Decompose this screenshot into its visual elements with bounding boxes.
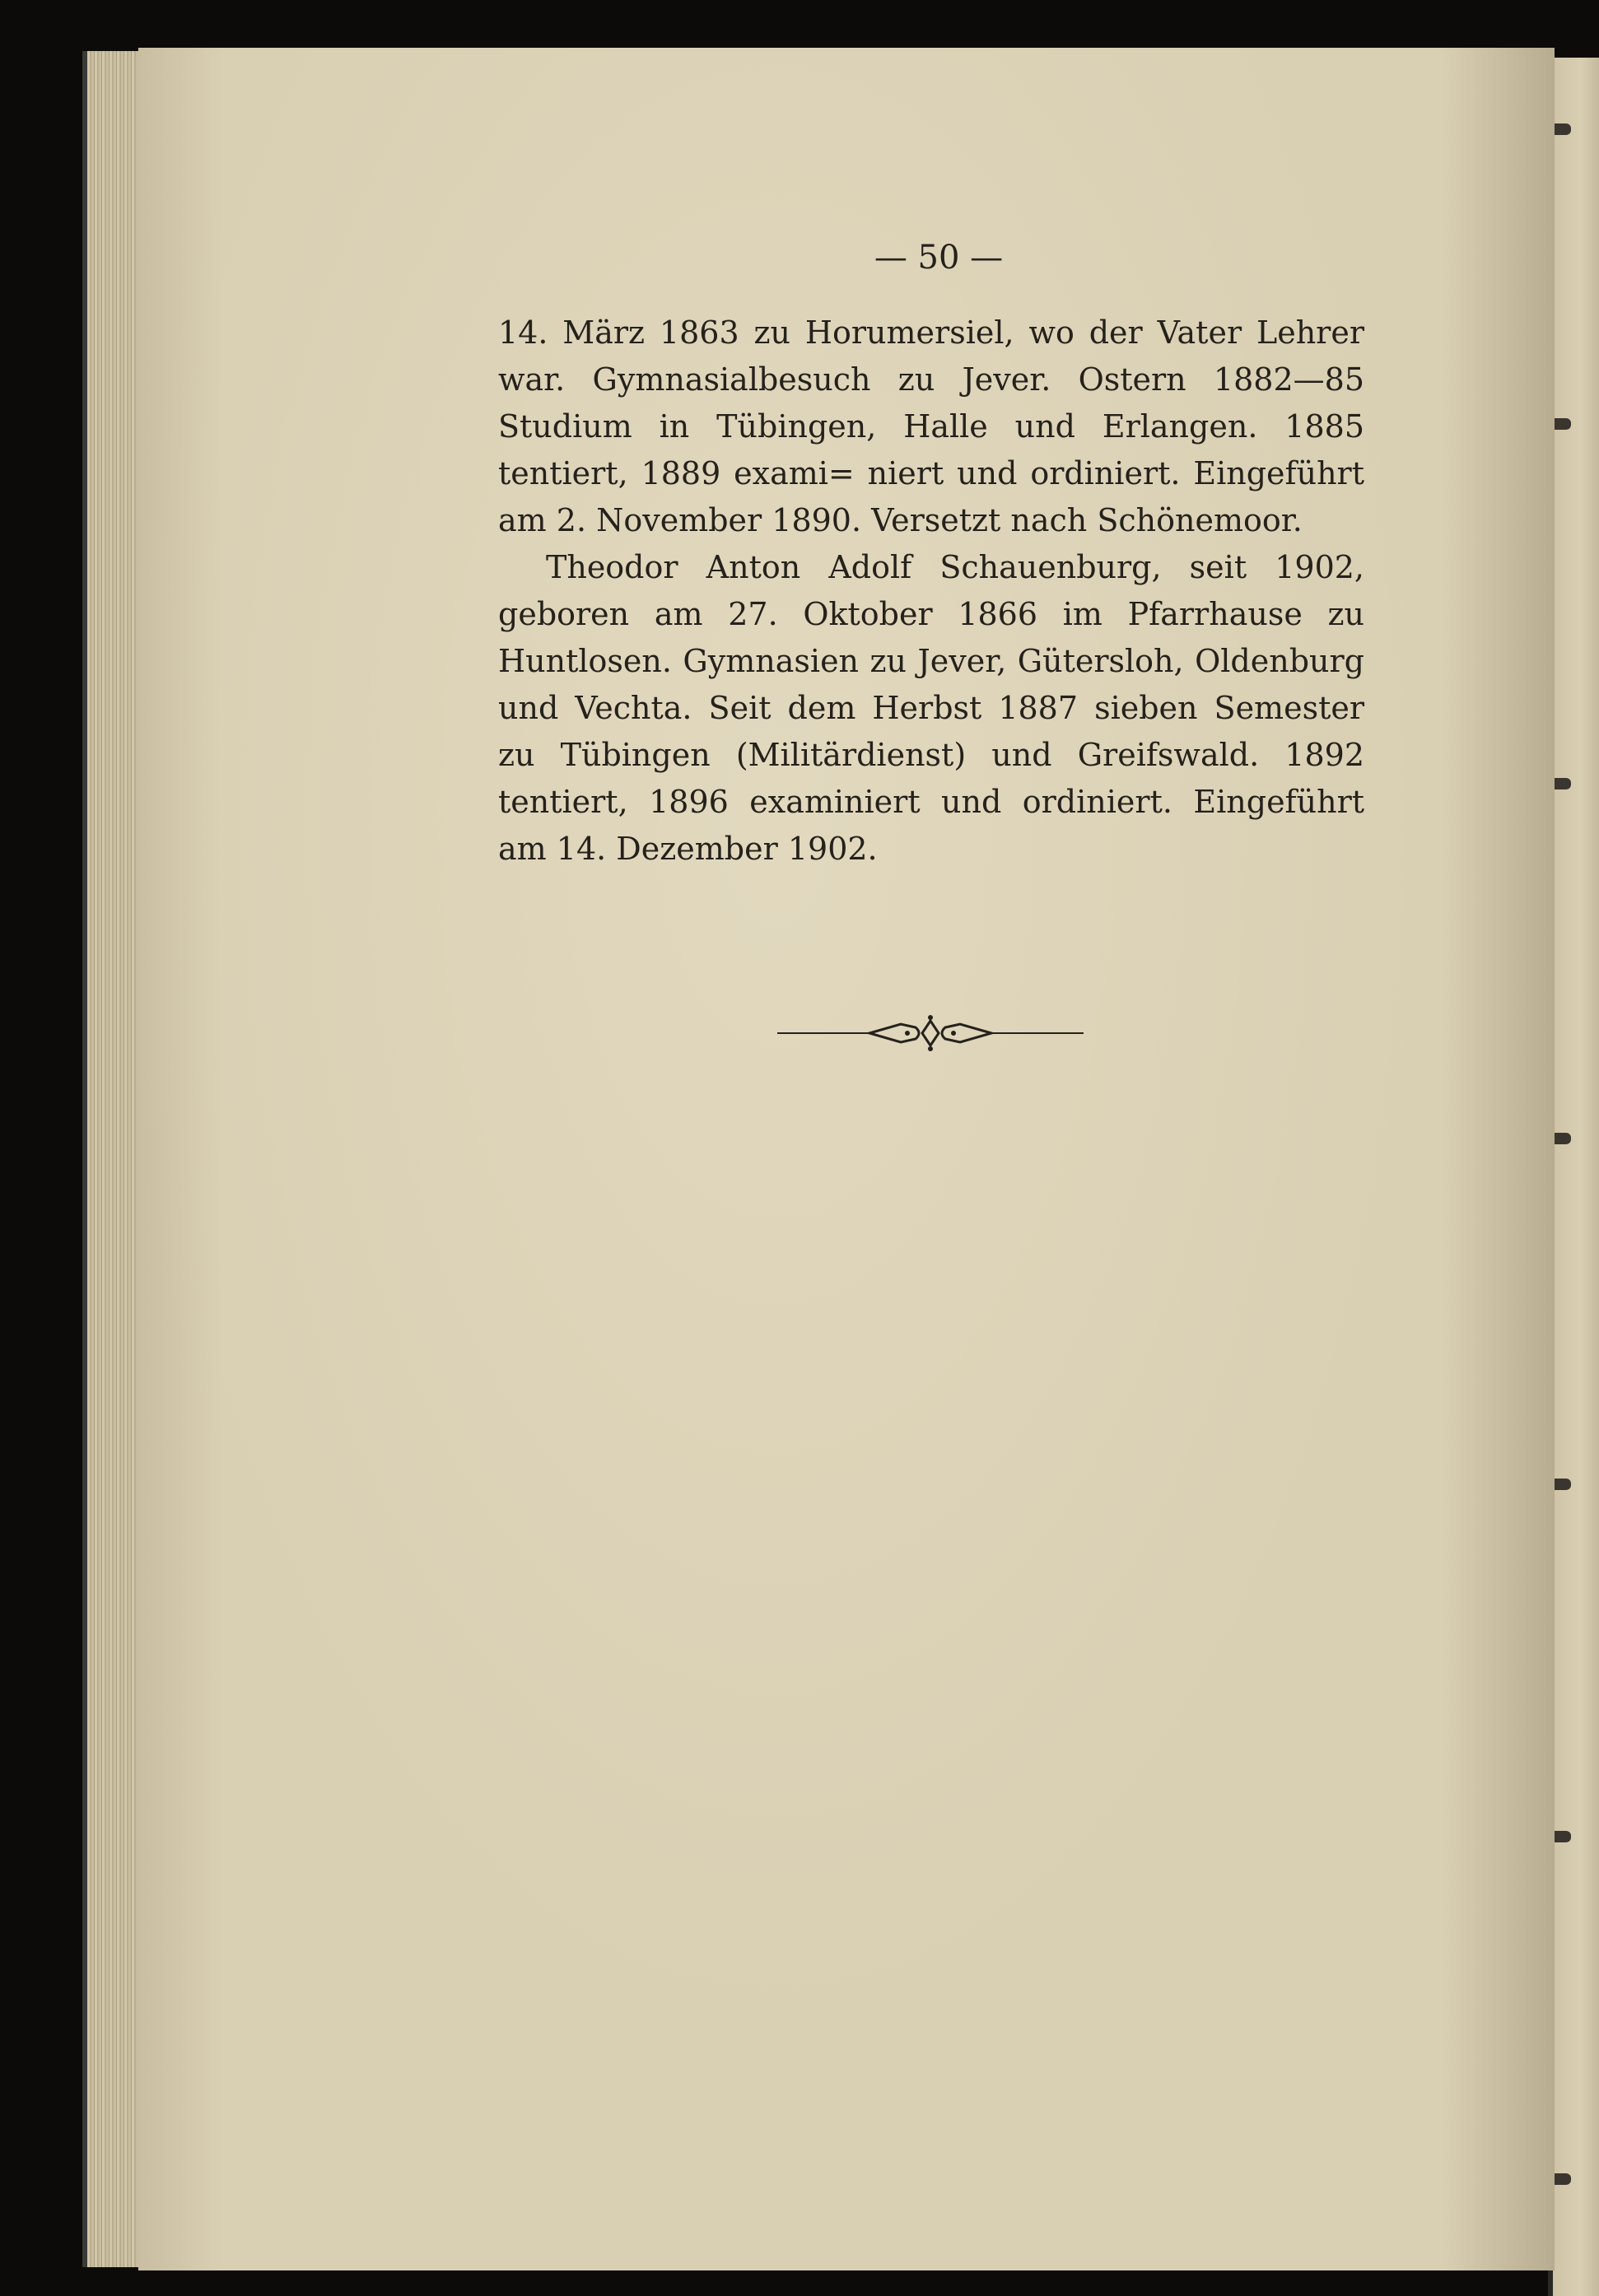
facing-page-edge <box>1548 58 1599 2296</box>
page-block-edges <box>82 51 147 2267</box>
page-number: — 50 — <box>874 239 1004 277</box>
ornament-divider-icon <box>777 1014 1084 1052</box>
page-text <box>498 310 1364 873</box>
paragraph-2: Theodor Anton Adolf Schauenburg, seit 1902, geboren am 27. Oktober 1866 im Pfarrhause zu Huntlosen. Gymnasien zu Jever, Gütersloh, Oldenburg und Vechta. Seit dem Herbst 1887 sieben Semester zu Tübingen (Militärdienst) und Greifswald. 1892 tentiert, 1896 examiniert und ordiniert. Eingeführt am 14. Dezember 1902. <box>498 549 1364 867</box>
paragraph-1: 14. März 1863 zu Horumersiel, wo der Vater Lehrer war. Gymnasialbesuch zu Jever. Ostern 1882—85 Studium in Tübingen, Halle und Erlangen. 1885 tentiert, 1889 exami= niert und ordiniert. Eingeführt am 2. November 1890. Versetzt nach Schönemoor. <box>498 314 1364 538</box>
